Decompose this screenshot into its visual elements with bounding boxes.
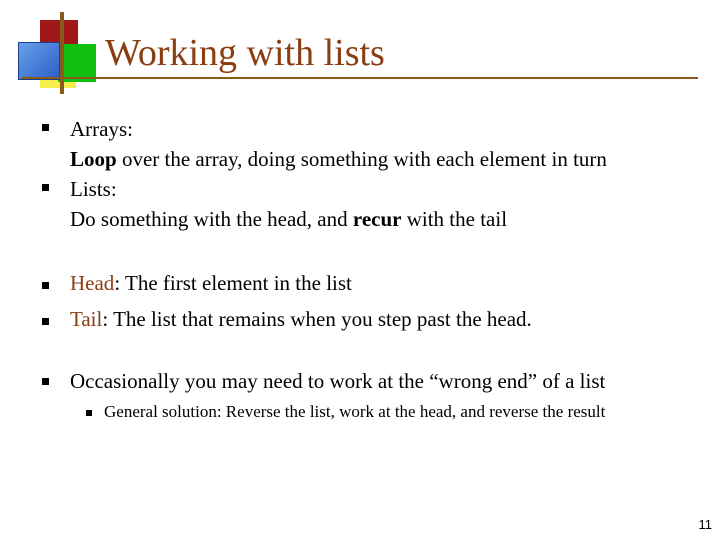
head-term: Head (70, 271, 115, 295)
bullet-marker (42, 124, 49, 131)
bullet-marker (42, 378, 49, 385)
bullet-lists (70, 174, 507, 234)
slide-logo (0, 0, 110, 100)
bullet-arrays (70, 114, 607, 174)
slide-title: Working with lists (105, 32, 385, 74)
lists-description (70, 204, 507, 234)
lists-description-post: with the tail (401, 207, 508, 231)
title-underline-rule (22, 77, 698, 79)
arrays-label: Arrays: (70, 117, 133, 141)
bullet-head (70, 268, 352, 298)
sub-bullet-solution: General solution: Reverse the list, work at the head, and reverse the result (104, 402, 606, 421)
tail-definition: : The list that remains when you step past the head. (102, 307, 532, 331)
bullet-tail (70, 304, 532, 334)
lists-bold-word: recur (352, 207, 402, 231)
logo-blue-square (18, 42, 60, 80)
bullet-occasionally: Occasionally you may need to work at the “wrong end” of a list (70, 369, 606, 393)
logo-vertical-rule (60, 12, 64, 94)
arrays-description (70, 144, 607, 174)
bullet-marker (42, 282, 49, 289)
arrays-description-rest: over the array, doing something with each element in turn (116, 147, 607, 171)
tail-term: Tail (70, 307, 103, 331)
sub-bullet-marker (86, 410, 92, 416)
head-definition: : The first element in the list (114, 271, 352, 295)
lists-label: Lists: (70, 177, 117, 201)
arrays-bold-word: Loop (70, 147, 117, 171)
lists-description-pre: Do something with the head, and (70, 207, 353, 231)
page-number: 11 (698, 517, 712, 532)
bullet-marker (42, 318, 49, 325)
bullet-marker (42, 184, 49, 191)
